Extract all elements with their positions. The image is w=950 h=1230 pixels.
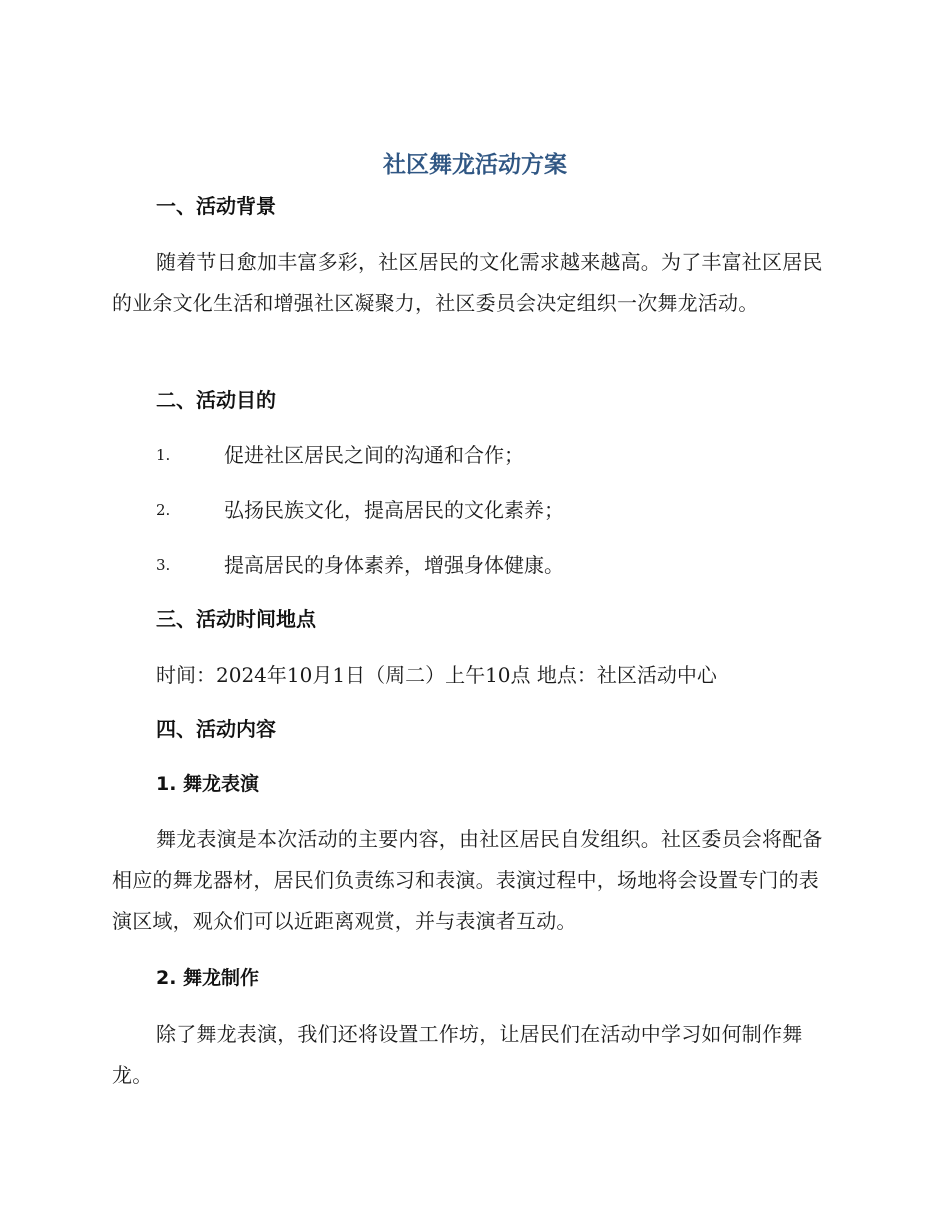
- document-title: 社区舞龙活动方案: [383, 152, 567, 178]
- list-item: [156, 440, 836, 470]
- list-item-number: 2.: [156, 501, 171, 519]
- list-item-number: 3.: [156, 556, 171, 574]
- list-item-number: 1.: [156, 446, 171, 464]
- section-heading-time-place: 三、活动时间地点: [156, 607, 316, 631]
- section-heading-purpose: 二、活动目的: [156, 388, 276, 412]
- making-paragraph: 除了舞龙表演，我们还将设置工作坊，让居民们在活动中学习如何制作舞龙。: [112, 1022, 803, 1087]
- section-heading-content: 四、活动内容: [156, 717, 276, 741]
- list-item-text: 弘扬民族文化，提高居民的文化素养；: [224, 498, 564, 522]
- list-item: [156, 550, 836, 580]
- performance-paragraph: 舞龙表演是本次活动的主要内容，由社区居民自发组织。社区委员会将配备相应的舞龙器材，居民们负责练习和表演。表演过程中，场地将会设置专门的表演区域，观众们可以近距离观赏，并与表演者互动。: [112, 827, 823, 933]
- subsection-heading-performance: 1. 舞龙表演: [156, 773, 260, 795]
- background-paragraph: 随着节日愈加丰富多彩，社区居民的文化需求越来越高。为了丰富社区居民的业余文化生活和增强社区凝聚力，社区委员会决定组织一次舞龙活动。: [112, 250, 823, 315]
- time-place-text: 时间：2024年10月1日（周二）上午10点 地点：社区活动中心: [156, 663, 717, 687]
- section-heading-background: 一、活动背景: [156, 194, 276, 218]
- list-item-text: 促进社区居民之间的沟通和合作；: [224, 443, 524, 467]
- list-item: [156, 495, 836, 525]
- list-item-text: 提高居民的身体素养，增强身体健康。: [224, 553, 564, 577]
- subsection-heading-making: 2. 舞龙制作: [156, 967, 260, 989]
